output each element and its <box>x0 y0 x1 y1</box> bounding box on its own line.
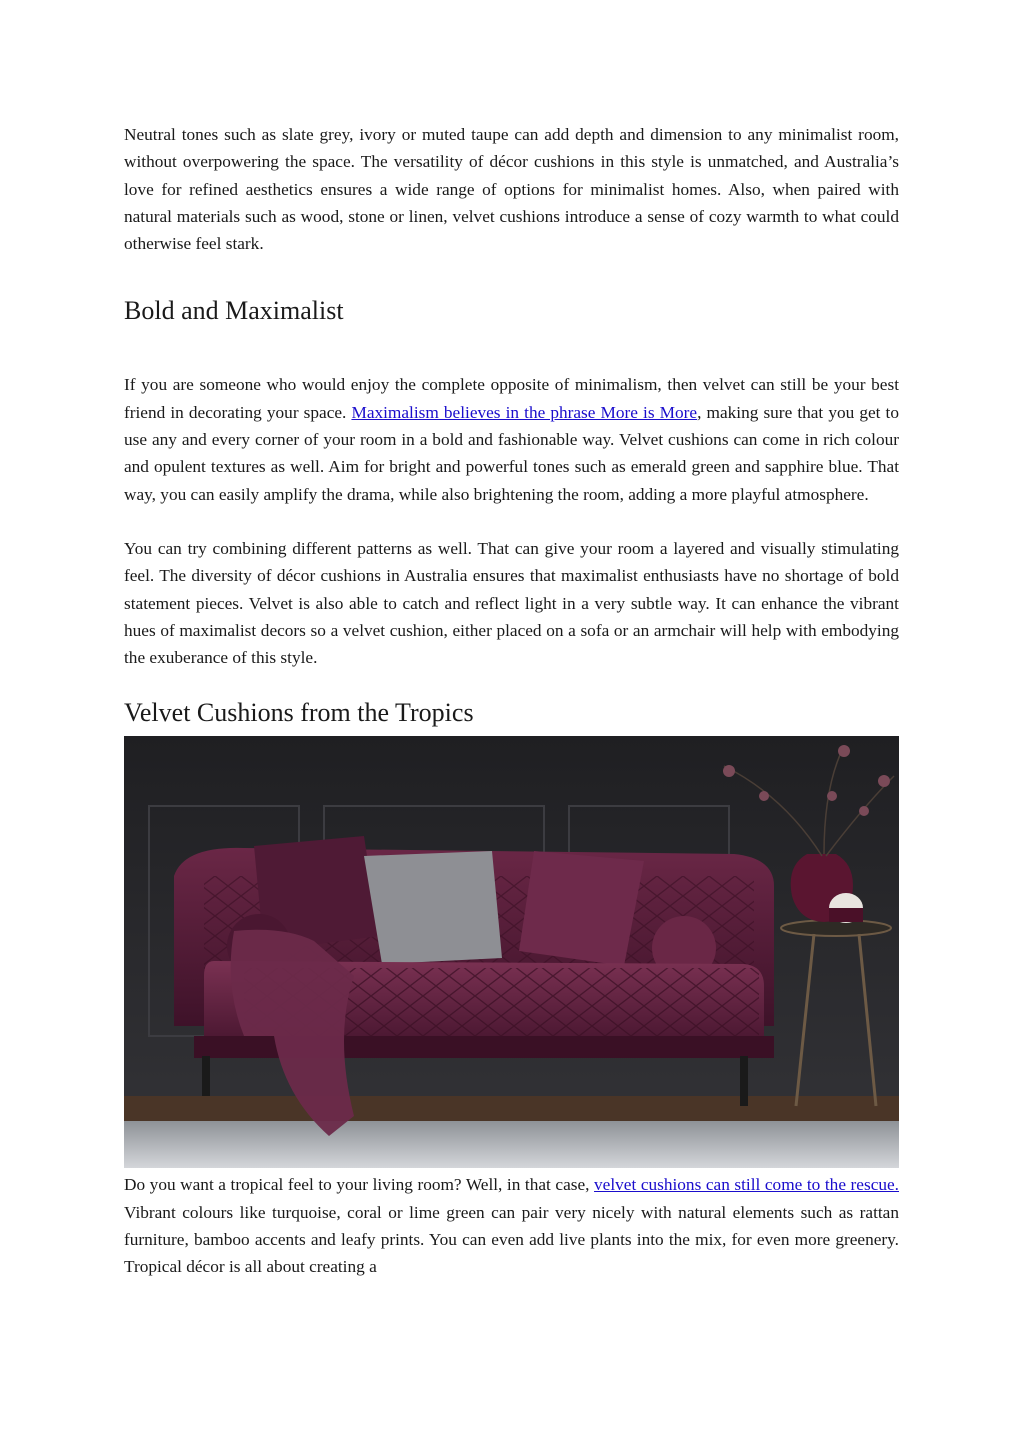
paragraph-tropics <box>124 1171 899 1280</box>
velvet-cushions-link[interactable]: velvet cushions can still come to the rescue. <box>594 1175 899 1195</box>
paragraph-maximalist-1-start: If you are someone who would enjoy the complete opposite of minimalism, then velvet can still be your best friend in decorating your space. <box>124 375 899 422</box>
maximalism-link[interactable]: Maximalism believes in the phrase More is More <box>351 402 698 422</box>
paragraph-maximalist-1 <box>124 371 899 507</box>
paragraph-tropics-end: Vibrant colours like turquoise, coral or lime green can pair very nicely with natural elements such as rattan furniture, bamboo accents and leafy prints. You can even add live plants into the mix, for even more greenery. Tropical décor is all about creating a <box>124 1202 899 1277</box>
heading-bold-maximalist: Bold and Maximalist <box>124 296 344 326</box>
document-page <box>124 121 899 1281</box>
velvet-sofa-image <box>124 736 899 1168</box>
paragraph-minimalist-intro: Neutral tones such as slate grey, ivory or muted taupe can add depth and dimension to any minimalist room, without overpowering the space. The versatility of décor cushions in this style is unmatched, and Australia’s love for refined aesthetics ensures a wide range of options for minimalist homes. Also, when paired with natural materials such as wood, stone or linen, velvet cushions introduce a sense of cozy warmth to what could otherwise feel stark. <box>124 125 899 254</box>
paragraph-tropics-start: Do you want a tropical feel to your living room? Well, in that case, <box>124 1175 595 1195</box>
paragraph-maximalist-2: You can try combining different patterns as well. That can give your room a layered and visually stimulating feel. The diversity of décor cushions in Australia ensures that maximalist enthusiasts have no shortage of bold statement pieces. Velvet is also able to catch and reflect light in a very subtle way. It can enhance the vibrant hues of maximalist decors so a velvet cushion, either placed on a sofa or an armchair will help with embodying the exuberance of this style. <box>124 538 899 668</box>
heading-velvet-tropics: Velvet Cushions from the Tropics <box>124 698 474 728</box>
paragraph-maximalist-1-end: , making sure that you get to use any and every corner of your room in a bold and fashionable way. Velvet cushions can come in rich colour and opulent textures as well. Aim for bright and powerful tones such as emerald green and sapphire blue. That way, you can easily amplify the drama, while also brightening the room, adding a more playful atmosphere. <box>124 402 899 504</box>
